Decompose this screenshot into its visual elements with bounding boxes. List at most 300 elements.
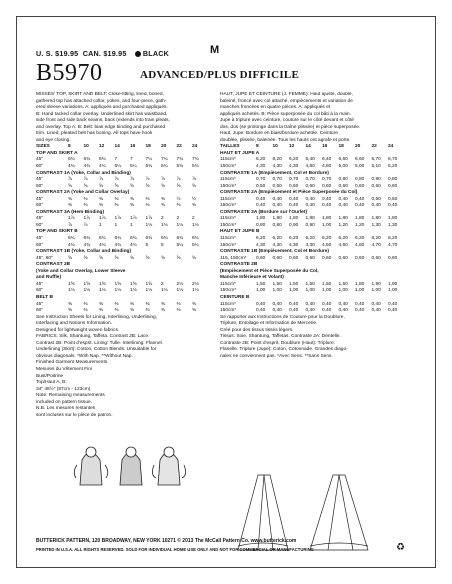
size-row-label: 45" (36, 281, 44, 287)
yardage-cell: 0,50 (272, 183, 282, 189)
yardage-cell: 1,00 (371, 288, 381, 294)
yardage-cell: 0,60 (289, 255, 299, 261)
yardage-cell: 0,60 (272, 255, 282, 261)
yardage-cell: ⅜ (130, 196, 135, 202)
yardage-cell: 6,60 (338, 157, 348, 163)
yardage-cell: 1⅛ (192, 288, 199, 294)
size-row-label: 115cm* (220, 216, 236, 222)
yardage-cell: 1⅛ (176, 222, 184, 228)
yardage-cell: 8 (68, 144, 71, 150)
yardage-cell: 14 (114, 144, 120, 150)
yardage-cell: ⅝ (192, 183, 197, 189)
yardage-cell: 0,40 (272, 196, 282, 202)
size-row-label: 60" (36, 288, 44, 294)
yardage-cell: 1,00 (322, 288, 332, 294)
yardage-cell: 16 (322, 144, 328, 150)
note-line-fr: nales ne conviennent pas. *Avec Sens. **Sans Sens. (220, 353, 333, 359)
yardage-cell: 0,60 (322, 255, 332, 261)
size-row-label: 45" (36, 157, 44, 163)
yardage-cell: 1⅝ (68, 281, 75, 287)
yardage-cell: 0,40 (371, 203, 381, 209)
yardage-cell: 5¾ (161, 164, 168, 170)
size-row-label: 150cm* (220, 288, 237, 294)
yardage-cell: 0,40 (322, 301, 332, 307)
yardage-cell: ⅞ (145, 177, 150, 183)
description-line: side front and side back seams, back (extends into train pleats, (36, 118, 170, 124)
note-line-fr: Contraste 2B: Point d'esprit. Doublure (Haut): Triplure: (220, 340, 336, 346)
yardage-cell: 4,30 (272, 164, 282, 170)
size-row-label: 60" (36, 242, 44, 248)
yardage-cell: ⅜ (130, 308, 135, 314)
yardage-cell: ⅜ (99, 308, 104, 314)
note-line: obvious diagonals. *With Nap. **Without Nap. (36, 353, 133, 359)
recycle-icon: ♻ (396, 542, 405, 553)
yardage-cell: ⅜ (83, 203, 88, 209)
yardage-cell: ⅜ (114, 203, 119, 209)
size-row-label: 45", 60" (36, 255, 53, 261)
size-row-label: 115cm* (220, 281, 236, 287)
note-line-fr: Créé pour des tissus tissés légers. (220, 327, 294, 333)
yardage-cell: 1⅛ (99, 288, 106, 294)
yardage-cell: 1,50 (305, 281, 315, 287)
yardage-cell: 1,00 (289, 288, 299, 294)
yardage-cell: 0,40 (388, 301, 398, 307)
size-row-label: CONTRAST 3A (Hem Binding) (36, 209, 105, 215)
yardage-cell: 1 (130, 222, 133, 228)
yardage-cell: 6¾ (161, 236, 168, 242)
yardage-cell: 2 (161, 216, 164, 222)
yardage-cell: ⅜ (145, 203, 150, 209)
yardage-cell: 12 (99, 144, 105, 150)
note-line: See Instruction Sheets for Lining, Interlining, Underlining, (36, 314, 158, 320)
yardage-cell: 0,60 (305, 255, 315, 261)
yardage-cell: 1,80 (272, 216, 282, 222)
yardage-cell: 5¾ (192, 164, 199, 170)
yardage-cell: 4,30 (289, 242, 299, 248)
yardage-row-fr (220, 308, 406, 315)
yardage-cell: 5,10 (371, 164, 381, 170)
garment-illustrations (72, 440, 202, 505)
yardage-cell: 0,80 (272, 222, 282, 228)
yardage-cell: ⅜ (99, 196, 104, 202)
yardage-cell: 0,40 (322, 203, 332, 209)
yardage-cell: 24 (192, 144, 198, 150)
size-row-label: CONTRAST 1A (Yoke, Collar and Binding) (36, 170, 131, 176)
size-row-label: TOP AND SKIRT A (36, 150, 78, 156)
yardage-cell: ⅞ (68, 177, 73, 183)
yardage-cell: 6,20 (289, 157, 299, 163)
yardage-cell: 5¼ (130, 164, 137, 170)
size-row-label: 115cm* (220, 301, 236, 307)
yardage-cell: ⅜ (99, 301, 104, 307)
yardage-cell: ⅜ (83, 196, 88, 202)
size-row-label: CEINTURE B (220, 294, 250, 300)
yardage-cell: 1,80 (256, 216, 266, 222)
yardage-cell: 1,80 (338, 216, 348, 222)
yardage-cell: ½ (176, 196, 181, 202)
yardage-cell: 0,40 (371, 301, 381, 307)
yardage-cell: 4¾ (83, 242, 91, 248)
yardage-row (36, 288, 211, 295)
yardage-cell: 6,20 (289, 236, 299, 242)
yardage-cell: ⅜ (68, 308, 73, 314)
yardage-cell: 18 (338, 144, 344, 150)
rights-line: PRINTED IN U.S.A. ALL RIGHTS RESERVED. SOLD FOR INDIVIDUAL HOME USE ONLY AND NOT FOR COMMERCIAL OR MANUFACTURING (36, 547, 314, 552)
yardage-cell: 6¾ (83, 236, 91, 242)
size-row-label: 150cm* (220, 308, 237, 314)
yardage-row (36, 308, 211, 315)
yardage-cell: 1⅛ (192, 222, 199, 228)
size-row-label: 45" (36, 177, 44, 183)
yardage-cell: 5¼ (176, 242, 184, 248)
yardage-cell: 0,40 (289, 308, 299, 314)
yardage-cell: ⅝ (83, 183, 88, 189)
description-line: gathered top has attached collar, yokes, and four-piece, gath- (36, 98, 167, 104)
yardage-cell: 0,40 (355, 301, 365, 307)
yardage-cell: ⅞ (176, 177, 181, 183)
note-line: Designed for lightweight woven fabrics. (36, 327, 120, 333)
yardage-cell: ⅞ (99, 177, 104, 183)
yardage-cell: 0,80 (256, 222, 266, 228)
yardage-cell: 1,00 (322, 222, 332, 228)
yardage-cell: 6,20 (256, 236, 266, 242)
yardage-cell: 8 (256, 144, 259, 150)
pattern-subtitle: ADVANCED/PLUS DIFFICILE (140, 69, 300, 81)
yardage-cell: ½ (192, 196, 197, 202)
price-us: U. S. $19.95 (36, 49, 79, 58)
description-line: B: Hand tacked collar overlay. Underlined skirt has waistband, (36, 111, 168, 117)
yardage-cell: ⅜ (145, 196, 150, 202)
yardage-cell: 0,70 (305, 177, 315, 183)
yardage-cell: 6,70 (388, 157, 398, 163)
yardage-cell: 4¾ (83, 164, 91, 170)
size-row-label: and Ruffle) (36, 275, 62, 281)
yardage-cell: 1,30 (371, 222, 381, 228)
description-line-fr: appliqués achetés. B: Pièce superposée du col bâti à la main. (220, 111, 351, 117)
yardage-cell: ⅞ (68, 222, 73, 228)
yardage-cell: ⅜ (176, 308, 181, 314)
yardage-cell: 6,20 (338, 236, 348, 242)
note-line: Bust/Poitrine (36, 373, 64, 379)
yardage-cell: 6,20 (272, 157, 282, 163)
yardage-cell: 1,50 (322, 281, 332, 287)
yardage-cell: 1⅝ (114, 281, 122, 287)
yardage-cell: 0,40 (388, 308, 398, 314)
note-line-fr: Tissus: Soie, Shantung, Taffetas. Contraste 2A: Dentelle. (220, 334, 341, 340)
yardage-cell: 0,60 (355, 183, 365, 189)
yardage-cell: 1,00 (305, 288, 315, 294)
yardage-cell: 1,80 (388, 216, 398, 222)
yardage-cell: 6¾ (114, 236, 122, 242)
yardage-cell: 1⅛ (145, 222, 153, 228)
yardage-cell: 1,00 (338, 288, 348, 294)
pattern-number: B5970 (36, 60, 103, 86)
yardage-cell: ⅜ (192, 301, 197, 307)
note-line: Finished Garment Measurements (36, 360, 108, 366)
yardage-cell: 1⅛ (83, 288, 91, 294)
yardage-cell: 0,40 (305, 203, 315, 209)
yardage-cell: ⅞ (192, 177, 197, 183)
yardage-cell: ⅞ (83, 177, 88, 183)
yardage-cell: 1⅛ (130, 288, 137, 294)
size-row-label: 150cm* (220, 203, 237, 209)
yardage-cell: 4,80 (322, 164, 332, 170)
yardage-cell: ⅜ (176, 301, 181, 307)
size-row-label: TOP AND SKIRT B (36, 229, 78, 235)
size-row-label: (Empiècement et Pièce Superposée du Col, (220, 268, 319, 274)
description-line-fr: HAUT, JUPE ET CEINTURE (J. FEMME): Haut ajusté, doublé, (220, 92, 353, 97)
yardage-cell: 0,80 (388, 177, 398, 183)
black-dot-icon (135, 51, 141, 57)
yardage-cell: 1 (114, 222, 118, 228)
yardage-cell: 5¾ (145, 164, 153, 170)
yardage-cell: 4,80 (305, 164, 315, 170)
yardage-cell: 6¾ (68, 157, 75, 163)
yardage-cell: 4¾ (130, 242, 137, 248)
size-row-label: 45" (36, 301, 44, 307)
size-letter: M (210, 44, 220, 56)
note-line: Contrast 2B: Point d'esprit. Lining: Tulle. Interlining: Flannel. (36, 340, 164, 346)
yardage-cell: 1,80 (355, 216, 365, 222)
yardage-cell: ⅜ (114, 308, 119, 314)
size-row-label: CONTRAST 2B (36, 262, 71, 268)
yardage-cell: ⅜ (114, 301, 119, 307)
size-row-label: 115, 150cm* (220, 255, 247, 261)
yardage-cell: 4,30 (256, 242, 266, 248)
yardage-cell: 4,30 (289, 164, 299, 170)
yardage-cell: ⅜ (130, 203, 135, 209)
yardage-cell: 18 (145, 144, 151, 150)
yardage-cell: 6¾ (99, 236, 106, 242)
yardage-cell: ⅝ (130, 183, 135, 189)
yardage-cell: 0,40 (371, 308, 381, 314)
yardage-cell: 0,40 (256, 301, 266, 307)
description-line-fr: Jupe à triplure avec ceinture, couture sur le côté devant et côté (220, 118, 354, 124)
size-row-label: CONTRAST 1B (Yoke, Collar and Binding) (36, 249, 132, 255)
size-row-label: 115cm* (220, 157, 236, 163)
yardage-cell: 4,60 (355, 242, 365, 248)
yardage-cell: ⅜ (99, 203, 104, 209)
description-line-fr: manches froncées en quatre pièces. A: appliqués et (220, 105, 331, 111)
yardage-cell: 5 (145, 242, 149, 248)
yardage-cell: ⅝ (68, 183, 73, 189)
yardage-cell: 6,70 (371, 157, 381, 163)
size-row-label: 115cm* (220, 196, 236, 202)
size-row-label: HAUT ET JUPE A (220, 150, 260, 156)
yardage-cell: ⅜ (68, 203, 73, 209)
yardage-cell: 0,40 (256, 203, 266, 209)
description-line: MISSES' TOP, SKIRT AND BELT: Close-fitting, lined, boned, (36, 92, 164, 97)
yardage-cell: ⅜ (161, 203, 166, 209)
size-row-label: 60" (36, 183, 44, 189)
yardage-cell: 14 (305, 144, 311, 150)
yardage-cell: 0,40 (338, 203, 348, 209)
yardage-cell: 0,40 (305, 196, 315, 202)
yardage-cell: 16 (130, 144, 136, 150)
yardage-cell: 6¾ (192, 236, 199, 242)
yardage-cell: 1⅛ (114, 288, 122, 294)
yardage-cell: 0,50 (388, 196, 398, 202)
yardage-cell: 1⅛ (68, 288, 75, 294)
description-line-fr: Haut, Jupe: Bordure en biais/bordure achetée. Ceinture (220, 131, 338, 137)
yardage-cell: 6¾ (176, 236, 184, 242)
yardage-cell: 0,40 (338, 196, 348, 202)
yardage-cell: ⅝ (130, 255, 135, 261)
yardage-cell: 24 (388, 144, 394, 150)
yardage-cell: 4¾ (68, 164, 75, 170)
yardage-cell: 0,60 (322, 183, 332, 189)
size-row-label: 115cm* (220, 177, 236, 183)
yardage-cell: 20 (355, 144, 361, 150)
french-column (220, 92, 406, 360)
yardage-cell: ⅝ (99, 255, 104, 261)
yardage-cell: 1,80 (371, 216, 381, 222)
yardage-cell: 6,40 (305, 157, 315, 163)
yardage-cell: 6,20 (305, 236, 315, 242)
yardage-cell: 0,40 (289, 203, 299, 209)
yardage-cell: ⅞ (161, 177, 166, 183)
yardage-cell: 7¼ (145, 157, 153, 163)
yardage-cell: 0,40 (256, 308, 266, 314)
yardage-cell: 5,00 (338, 164, 348, 170)
description-line: ered sleeve variations. A: appliqués and purchased appliqués. (36, 105, 168, 111)
yardage-cell: ⅝ (99, 183, 104, 189)
yardage-cell: 1⅝ (99, 281, 106, 287)
note-line-fr: Triplure, Entoilage et Information de Mercerie. (220, 321, 318, 327)
size-row-label: CONTRASTE 1A (Empiècement, Col et Bordure) (220, 170, 329, 176)
yardage-cell: 1⅛ (145, 288, 153, 294)
yardage-cell: 1,80 (289, 216, 299, 222)
yardage-cell: 4,70 (388, 242, 398, 248)
yardage-cell: 0,60 (305, 183, 315, 189)
yardage-cell: 4,50 (322, 242, 332, 248)
yardage-cell: 6¾ (130, 236, 137, 242)
yardage-cell: 0,40 (355, 203, 365, 209)
yardage-cell: 22 (371, 144, 377, 150)
yardage-cell: 1⅞ (68, 216, 75, 222)
size-row-label: 150cm* (220, 222, 237, 228)
yardage-cell: 5,20 (388, 164, 398, 170)
yardage-cell: 7¾ (176, 157, 184, 163)
yardage-cell: 1⅞ (99, 216, 106, 222)
yardage-cell: 0,60 (256, 255, 266, 261)
yardage-cell: ⅜ (161, 308, 166, 314)
note-line: Top/Haut A, B: (36, 380, 67, 386)
yardage-cell: 0,60 (338, 183, 348, 189)
yardage-cell: 2 (176, 216, 180, 222)
size-row-label: 60" (36, 308, 44, 314)
description-line: trim. Lined, pleated belt has boning. All tops have hook (36, 131, 153, 137)
yardage-cell: 1,30 (388, 222, 398, 228)
yardage-cell: ⅝ (192, 255, 197, 261)
size-row-label: 45" (36, 216, 44, 222)
yardage-cell: 1,80 (305, 216, 315, 222)
yardage-cell: 7 (130, 157, 133, 163)
yardage-cell: 1,50 (338, 281, 348, 287)
yardage-cell: 0,90 (289, 222, 299, 228)
yardage-cell: 1⅞ (114, 216, 122, 222)
note-line: FABRICS: Silk, Shantung, Taffeta. Contrast 2B: Lace. (36, 334, 150, 340)
yardage-cell: 0,40 (305, 308, 315, 314)
yardage-cell: ⅜ (68, 196, 73, 202)
yardage-cell: 1,20 (338, 222, 348, 228)
yardage-cell: 0,40 (272, 203, 282, 209)
yardage-cell: 5¼ (114, 164, 122, 170)
description-line-fr: dos, dos (se prolonge dans la traîne plissée) et pièce superposée. (220, 124, 361, 130)
yardage-cell: ⅜ (161, 196, 166, 202)
yardage-cell: 6¾ (83, 157, 91, 163)
yardage-cell: 0,60 (388, 255, 398, 261)
yardage-cell: 0,40 (338, 308, 348, 314)
size-row-label: 150cm* (220, 164, 237, 170)
yardage-cell: 0,40 (355, 308, 365, 314)
yardage-cell: 4,30 (272, 242, 282, 248)
yardage-cell: 0,90 (305, 222, 315, 228)
yardage-cell: ⅜ (176, 203, 181, 209)
note-line: Note: Remaining measurements (36, 393, 105, 399)
yardage-cell: 7¾ (192, 157, 199, 163)
size-row-label: 115cm* (220, 236, 236, 242)
size-row-label: CONTRAST 2A (Yoke and Collar Overlay) (36, 190, 130, 196)
yardage-cell: 1,00 (256, 288, 266, 294)
yardage-cell: 6,40 (322, 157, 332, 163)
size-row-label: HAUT ET JUPE B (220, 229, 260, 235)
yardage-cell: 1,90 (388, 281, 398, 287)
yardage-cell: 6,20 (355, 236, 365, 242)
yardage-cell: 4¾ (99, 164, 106, 170)
yardage-cell: 1,80 (322, 216, 332, 222)
yardage-cell: 0,40 (322, 196, 332, 202)
yardage-cell: 0,70 (256, 177, 266, 183)
yardage-cell: ⅜ (192, 203, 197, 209)
yardage-cell: ⅝ (161, 183, 166, 189)
description-line: and eye closing. (36, 137, 71, 143)
yardage-cell: 1⅛ (161, 288, 168, 294)
size-row-label: 45" (36, 236, 44, 242)
yardage-cell: 4,60 (338, 242, 348, 248)
size-row-label: SIZES (36, 144, 50, 150)
yardage-cell: 0,70 (322, 177, 332, 183)
yardage-cell: 0,60 (338, 255, 348, 261)
yardage-cell: 4¾ (114, 242, 122, 248)
yardage-cell: ⅝ (176, 183, 181, 189)
yardage-cell: ⅝ (161, 255, 166, 261)
yardage-cell: ⅝ (68, 255, 73, 261)
yardage-cell: 0,60 (289, 183, 299, 189)
yardage-cell: ⅜ (130, 301, 135, 307)
yardage-cell: 0,40 (338, 301, 348, 307)
yardage-cell: 7 (114, 157, 118, 163)
yardage-cell: ⅝ (145, 183, 150, 189)
yardage-cell: 1,20 (355, 222, 365, 228)
description-line-fr: doublée, plissée, baleinée. Tous les hauts ont agrafe et porte. (220, 137, 351, 143)
description-line-fr: baleiné, froncé avec col attaché, empiècements et variation de (220, 98, 353, 104)
yardage-cell: 1⅝ (130, 281, 137, 287)
yardage-cell: 20 (161, 144, 167, 150)
yardage-cell: 4,30 (256, 164, 266, 170)
yardage-cell: 7¼ (161, 157, 168, 163)
yardage-cell: 0,60 (388, 183, 398, 189)
yardage-cell: ⅜ (145, 301, 150, 307)
yardage-cell: 6,20 (371, 236, 381, 242)
yardage-cell: 5¼ (192, 242, 199, 248)
yardage-cell: 0,40 (256, 196, 266, 202)
yardage-cell: ⅞ (83, 222, 88, 228)
size-row-label: CONTRASTE 1B (Empiècement, Col et Bordure) (220, 249, 330, 255)
yardage-cell: 5 (161, 242, 164, 248)
yardage-cell: 1⅝ (83, 281, 91, 287)
yardage-cell: 1 (99, 222, 102, 228)
